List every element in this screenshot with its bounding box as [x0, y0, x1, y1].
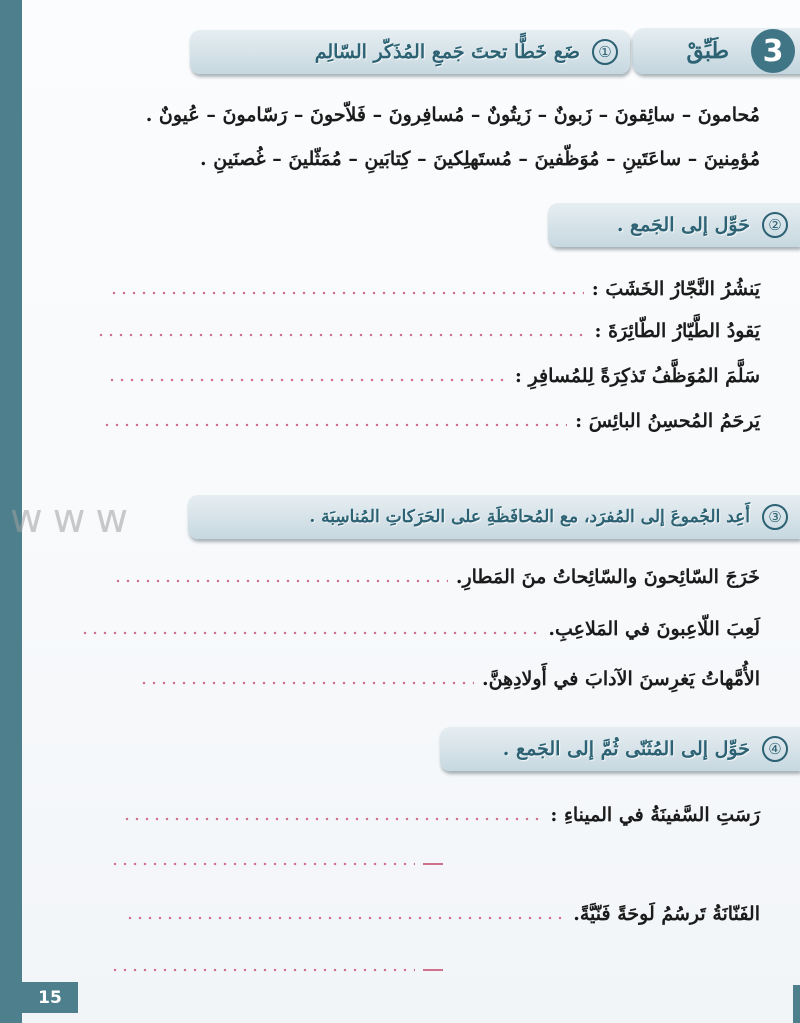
exercise-2-title: حَوِّل إلى الجَمع .: [616, 214, 750, 236]
answer-line-dual[interactable]: [122, 817, 542, 821]
left-accent-bar: [0, 0, 22, 1023]
exercise-2-header: [548, 203, 800, 247]
word-list-line-1: مُحامونَ – سائِقونَ – زَبونٌ – زَيتُونٌ – مُسافِرونَ – فَلاّحونَ – رَسّامونَ – عُيونٌ .: [145, 104, 760, 126]
item-text: يَنشُرُ النَّجّارُ الخَشَبَ :: [591, 278, 760, 300]
answer-line-dual[interactable]: [125, 916, 565, 920]
exercise-4-header: [440, 727, 800, 771]
exercise-2-number: ②: [762, 212, 788, 238]
answer-line-plural[interactable]: [110, 862, 415, 866]
dash-separator: [423, 969, 443, 971]
dash-separator: [423, 863, 443, 865]
item-text: الأُمَّهاتُ يَغرِسنَ الآدابَ في أَولادِهِنَّ.: [481, 668, 760, 690]
lesson-tab: [632, 28, 800, 74]
item-text: خَرَجَ السّائِحونَ والسّائِحاتُ منَ المَطارِ.: [455, 566, 760, 588]
exercise-3-header: [188, 495, 800, 539]
exercise-4-item-1: [122, 804, 760, 826]
exercise-3-title: أَعِد الجُموعَ إلى المُفرَد، مع المُحافَظَةِ على الحَرَكاتِ المُناسِبَة .: [309, 507, 750, 527]
exercise-4-item-2: [125, 903, 760, 925]
exercise-4-number: ④: [762, 736, 788, 762]
answer-line[interactable]: [102, 423, 567, 427]
exercise-4-title: حَوِّل إلى المُثَنّى ثُمَّ إلى الجَمع .: [502, 738, 750, 760]
item-text: رَسَتِ السَّفينَةُ في الميناءِ :: [550, 804, 760, 826]
exercise-1-number: ①: [592, 39, 618, 65]
exercise-2-item-3: [107, 365, 760, 387]
lesson-label: طَبِّقْ: [686, 38, 729, 64]
exercise-3-item-2: [80, 618, 760, 640]
exercise-3-item-3: [139, 668, 760, 690]
watermark: www: [10, 496, 139, 542]
exercise-4-item-1-plural: [110, 862, 443, 866]
exercise-3-item-1: [113, 566, 760, 588]
exercise-2-item-2: [96, 320, 760, 342]
item-text: يَقودُ الطَّيّارُ الطّائِرَةَ :: [594, 320, 760, 342]
lesson-number-badge: 3: [751, 29, 795, 73]
answer-line[interactable]: [80, 631, 540, 635]
item-text: سَلَّمَ المُوَظَّفُ تَذكِرَةً لِلمُسافِرِ :: [514, 365, 760, 387]
exercise-2-item-1: [109, 278, 760, 300]
exercise-1-title: ضَع خَطًّا تحتَ جَمعِ المُذَكّر السّالِم: [314, 41, 580, 63]
item-text: الفَنّانَةُ تَرسُمُ لَوحَةً فَنّيَّةً.: [573, 903, 760, 925]
exercise-1-header: [190, 30, 630, 74]
word-list-line-2: مُؤمِنينَ – ساعَتَينِ – مُوَظّفينَ – مُستَهلِكينَ – كِتابَينِ – مُمَثّلينَ – غُصنَينِ .: [200, 148, 760, 170]
exercise-2-item-4: [102, 410, 760, 432]
answer-line[interactable]: [109, 291, 584, 295]
answer-line[interactable]: [107, 378, 507, 382]
answer-line[interactable]: [96, 333, 586, 337]
answer-line-plural[interactable]: [110, 968, 415, 972]
item-text: لَعِبَ اللّاعِبونَ في المَلاعِبِ.: [548, 618, 760, 640]
answer-line[interactable]: [139, 681, 474, 685]
right-edge-tab: [793, 985, 800, 1023]
item-text: يَرحَمُ المُحسِنُ البائِسَ :: [575, 410, 760, 432]
exercise-3-number: ③: [762, 504, 788, 530]
answer-line[interactable]: [113, 579, 448, 583]
exercise-4-item-2-plural: [110, 968, 443, 972]
page-number: 15: [22, 982, 78, 1013]
